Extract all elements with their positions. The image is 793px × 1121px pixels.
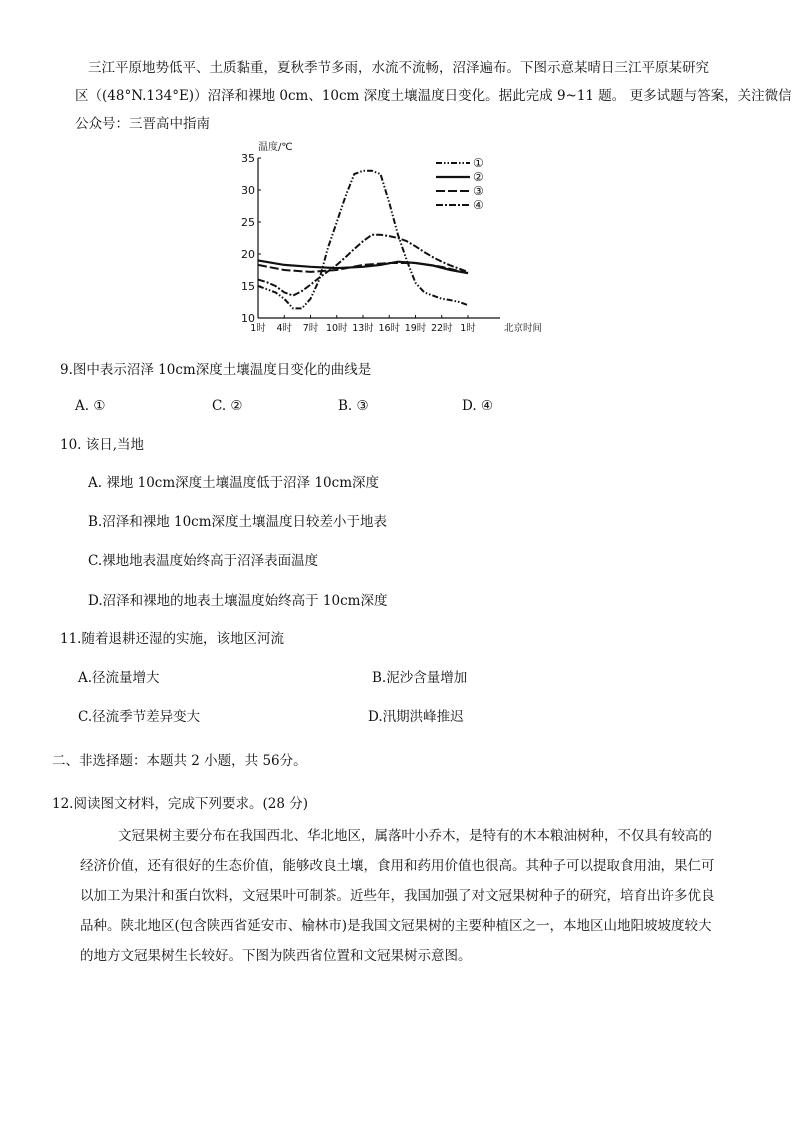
x-tick-label: 16时 <box>378 323 401 334</box>
q11-option-b[interactable]: B.泥沙含量增加 <box>372 670 468 686</box>
q10-option-d[interactable]: D.沼泽和裸地的地表土壤温度始终高于 10cm深度 <box>88 593 388 609</box>
x-tick-label: 10时 <box>325 323 348 334</box>
q9-option-b[interactable]: B. ③ <box>338 398 369 414</box>
q9-option-c[interactable]: C. ② <box>212 398 243 414</box>
x-tick-label: 13时 <box>352 323 374 334</box>
legend-label-1: ① <box>473 156 484 170</box>
intro-line-1: 三江平原地势低平、土质黏重，夏秋季节多雨，水流不流畅，沼泽遍布。下图示意某晴日三江平原某研究 <box>88 60 709 76</box>
x-tick-label: 1时 <box>250 323 266 334</box>
intro-line-3: 公众号：三晋高中指南 <box>75 116 210 132</box>
q10-stem: 10. 该日,当地 <box>60 437 145 453</box>
legend-label-2: ② <box>473 170 484 184</box>
chart-legend <box>436 156 484 212</box>
x-tick-label: 7时 <box>302 323 319 334</box>
q12-paragraph-line-1: 文冠果树主要分布在我国西北、华北地区，属落叶小乔木，是特有的木本粮油树种，不仅具有较高的 <box>118 828 712 844</box>
q10-option-c[interactable]: C.裸地地表温度始终高于沼泽表面温度 <box>88 553 319 569</box>
y-tick-label: 25 <box>241 216 255 229</box>
x-axis-label: 北京时间 <box>504 323 543 334</box>
q12-paragraph-line-2: 经济价值，还有很好的生态价值，能够改良土壤，食用和药用价值也很高。其种子可以提取食用油，果仁可 <box>80 858 715 874</box>
q12-paragraph-line-3: 以加工为果汁和蛋白饮料，文冠果叶可制茶。近些年，我国加强了对文冠果树种子的研究，培育出许多优良 <box>80 888 715 904</box>
intro-line-2: 区（(48°N.134°E)）沼泽和裸地 0cm、10cm 深度土壤温度日变化。据此完成 9~11 题。 更多试题与答案，关注微信 <box>75 88 792 104</box>
y-tick-label: 30 <box>241 184 255 197</box>
q12-paragraph-line-4: 品种。陕北地区(包含陕西省延安市、榆林市)是我国文冠果树的主要种植区之一，本地区山地阳坡坡度较大 <box>80 918 712 934</box>
x-tick-label: 22时 <box>430 323 453 334</box>
legend-label-4: ④ <box>473 198 484 212</box>
q10-option-b[interactable]: B.沼泽和裸地 10cm深度土壤温度日较差小于地表 <box>88 514 388 530</box>
x-tick-label: 4时 <box>276 323 293 334</box>
q11-option-c[interactable]: C.径流季节差异变大 <box>78 709 201 725</box>
q9-option-d[interactable]: D. ④ <box>462 398 494 414</box>
q12-stem: 12.阅读图文材料，完成下列要求。(28 分) <box>52 796 308 812</box>
q12-paragraph-line-5: 的地方文冠果树生长较好。下图为陕西省位置和文冠果树示意图。 <box>80 948 472 964</box>
q9-option-a[interactable]: A. ① <box>75 398 106 414</box>
y-tick-label: 15 <box>241 280 255 293</box>
y-tick-label: 10 <box>241 312 255 325</box>
section-2-heading: 二、非选择题：本题共 2 小题，共 56分。 <box>52 753 307 769</box>
q10-option-a[interactable]: A. 裸地 10cm深度土壤温度低于沼泽 10cm深度 <box>88 475 379 491</box>
q11-stem: 11.随着退耕还湿的实施，该地区河流 <box>60 631 284 647</box>
x-tick-label: 1时 <box>460 323 476 334</box>
soil-temperature-chart <box>236 140 566 340</box>
q9-stem: 9.图中表示沼泽 10cm深度土壤温度日变化的曲线是 <box>60 362 372 378</box>
x-tick-label: 19时 <box>404 323 427 334</box>
q11-option-d[interactable]: D.汛期洪峰推迟 <box>368 709 464 725</box>
legend-label-3: ③ <box>473 184 484 198</box>
y-tick-label: 20 <box>241 248 255 261</box>
q11-option-a[interactable]: A.径流量增大 <box>78 670 160 686</box>
y-axis-label: 温度/℃ <box>258 142 293 153</box>
y-tick-label: 35 <box>241 152 255 165</box>
